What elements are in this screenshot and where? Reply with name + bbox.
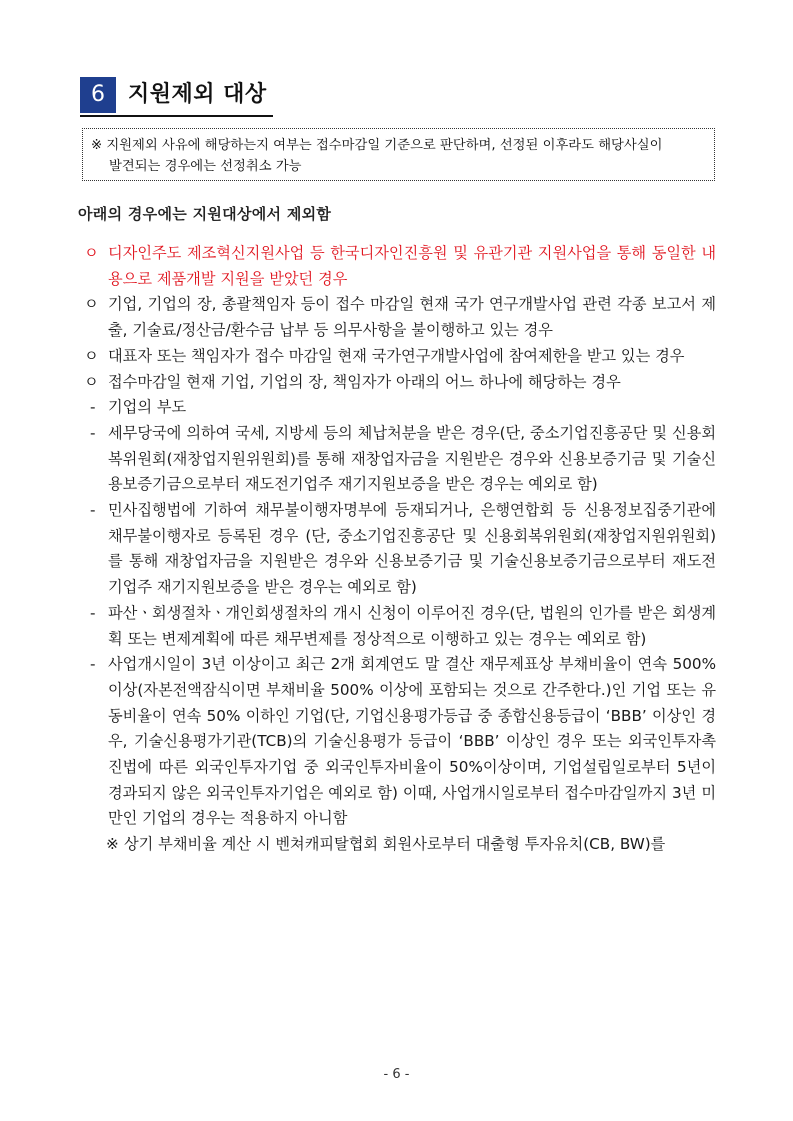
dash-bullet: -	[90, 655, 96, 674]
list-item-text: 디자인주도 제조혁신지원사업 등 한국디자인진흥원 및 유관기관 지원사업을 통해 동일한 내용으로 제품개발 지원을 받았던 경우	[108, 244, 716, 288]
notice-box	[82, 128, 715, 181]
list-subitem	[84, 652, 716, 832]
list-item	[84, 370, 716, 396]
list-item	[84, 344, 716, 370]
circle-bullet: ㅇ	[84, 244, 99, 262]
list-item	[84, 241, 716, 292]
list-subitem	[84, 601, 716, 652]
list-subitem	[84, 421, 716, 498]
page-number: - 6 -	[383, 1067, 410, 1082]
dash-bullet: -	[90, 398, 96, 417]
circle-bullet: ㅇ	[84, 346, 99, 365]
notice-line-2: 발견되는 경우에는 선정취소 가능	[109, 159, 302, 174]
notice-line-1: ※ 지원제외 사유에 해당하는지 여부는 접수마감일 기준으로 판단하며, 선정된 이후라도 해당사실이	[91, 138, 663, 153]
circle-bullet: ㅇ	[84, 372, 99, 391]
list-subitem	[84, 395, 716, 421]
dash-bullet: -	[90, 423, 96, 442]
list-subitem-text: 세무당국에 의하여 국세, 지방세 등의 체납처분을 받은 경우(단, 중소기업진흥공단 및 신용회복위원회(재창업지원위원회)를 통해 재창업자금을 지원받은 경우와 신용보증기금 및 기술신용보증기금으로부터 재도전기업주 재기지원보증을 받은 경우는 예외로 함)	[108, 423, 716, 494]
section-title: 지원제외 대상	[128, 82, 267, 107]
section-number-badge: 6	[80, 77, 116, 113]
note-marker: ※	[106, 835, 119, 854]
list-subitem-text: 파산ㆍ회생절차ㆍ개인회생절차의 개시 신청이 이루어진 경우(단, 법원의 인가를 받은 회생계획 또는 변제계획에 따른 채무변제를 정상적으로 이행하고 있는 경우는 예외로 함)	[108, 603, 716, 648]
note-item	[84, 832, 716, 858]
exclusion-subheading: 아래의 경우에는 지원대상에서 제외함	[78, 205, 332, 223]
list-item-text: 대표자 또는 책임자가 접수 마감일 현재 국가연구개발사업에 참여제한을 받고 있는 경우	[108, 346, 685, 365]
list-subitem-text: 기업의 부도	[108, 398, 187, 417]
dash-bullet: -	[90, 603, 96, 622]
list-item-text: 기업, 기업의 장, 총괄책임자 등이 접수 마감일 현재 국가 연구개발사업 관련 각종 보고서 제출, 기술료/정산금/환수금 납부 등 의무사항을 불이행하고 있는 경우	[108, 295, 716, 340]
list-subitem	[84, 498, 716, 601]
section-header	[80, 77, 273, 117]
circle-bullet: ㅇ	[84, 295, 99, 314]
list-subitem-text: 사업개시일이 3년 이상이고 최근 2개 회계연도 말 결산 재무제표상 부채비율이 연속 500% 이상(자본전액잠식이면 부채비율 500% 이상에 포함되는 것으로 간주한다.)인 기업 또는 유동비율이 연속 50% 이하인 기업(단, 기업신용평가등급 중 종합신용등급이 ‘BBB’ 이상인 경우, 기술신용평가기관(TCB)의 기술신용평가 등급이 ‘BBB’ 이상인 경우 또는 외국인투자촉진법에 따른 외국인투자기업 중 외국인투자비율이 50%이상이며, 기업설립일로부터 5년이 경과되지 않은 외국인투자기업은 예외로 함) 이때, 사업개시일로부터 접수마감일까지 3년 미만인 기업의 경우는 적용하지 아니함	[108, 655, 716, 828]
dash-bullet: -	[90, 501, 96, 520]
list-item	[84, 292, 716, 343]
exclusion-list	[84, 241, 716, 858]
list-item-text: 접수마감일 현재 기업, 기업의 장, 책임자가 아래의 어느 하나에 해당하는 경우	[108, 372, 621, 391]
note-text: 상기 부채비율 계산 시 벤쳐캐피탈협회 회원사로부터 대출형 투자유치(CB, BW)를	[124, 835, 666, 854]
list-subitem-text: 민사집행법에 기하여 채무불이행자명부에 등재되거나, 은행연합회 등 신용정보집중기관에 채무불이행자로 등록된 경우 (단, 중소기업진흥공단 및 신용회복위원회(재창업지원위원회)를 통해 재창업자금을 지원받은 경우와 신용보증기금 및 기술신용보증기금으로부터 재도전기업주 재기지원보증을 받은 경우는 예외로 함)	[108, 501, 716, 597]
